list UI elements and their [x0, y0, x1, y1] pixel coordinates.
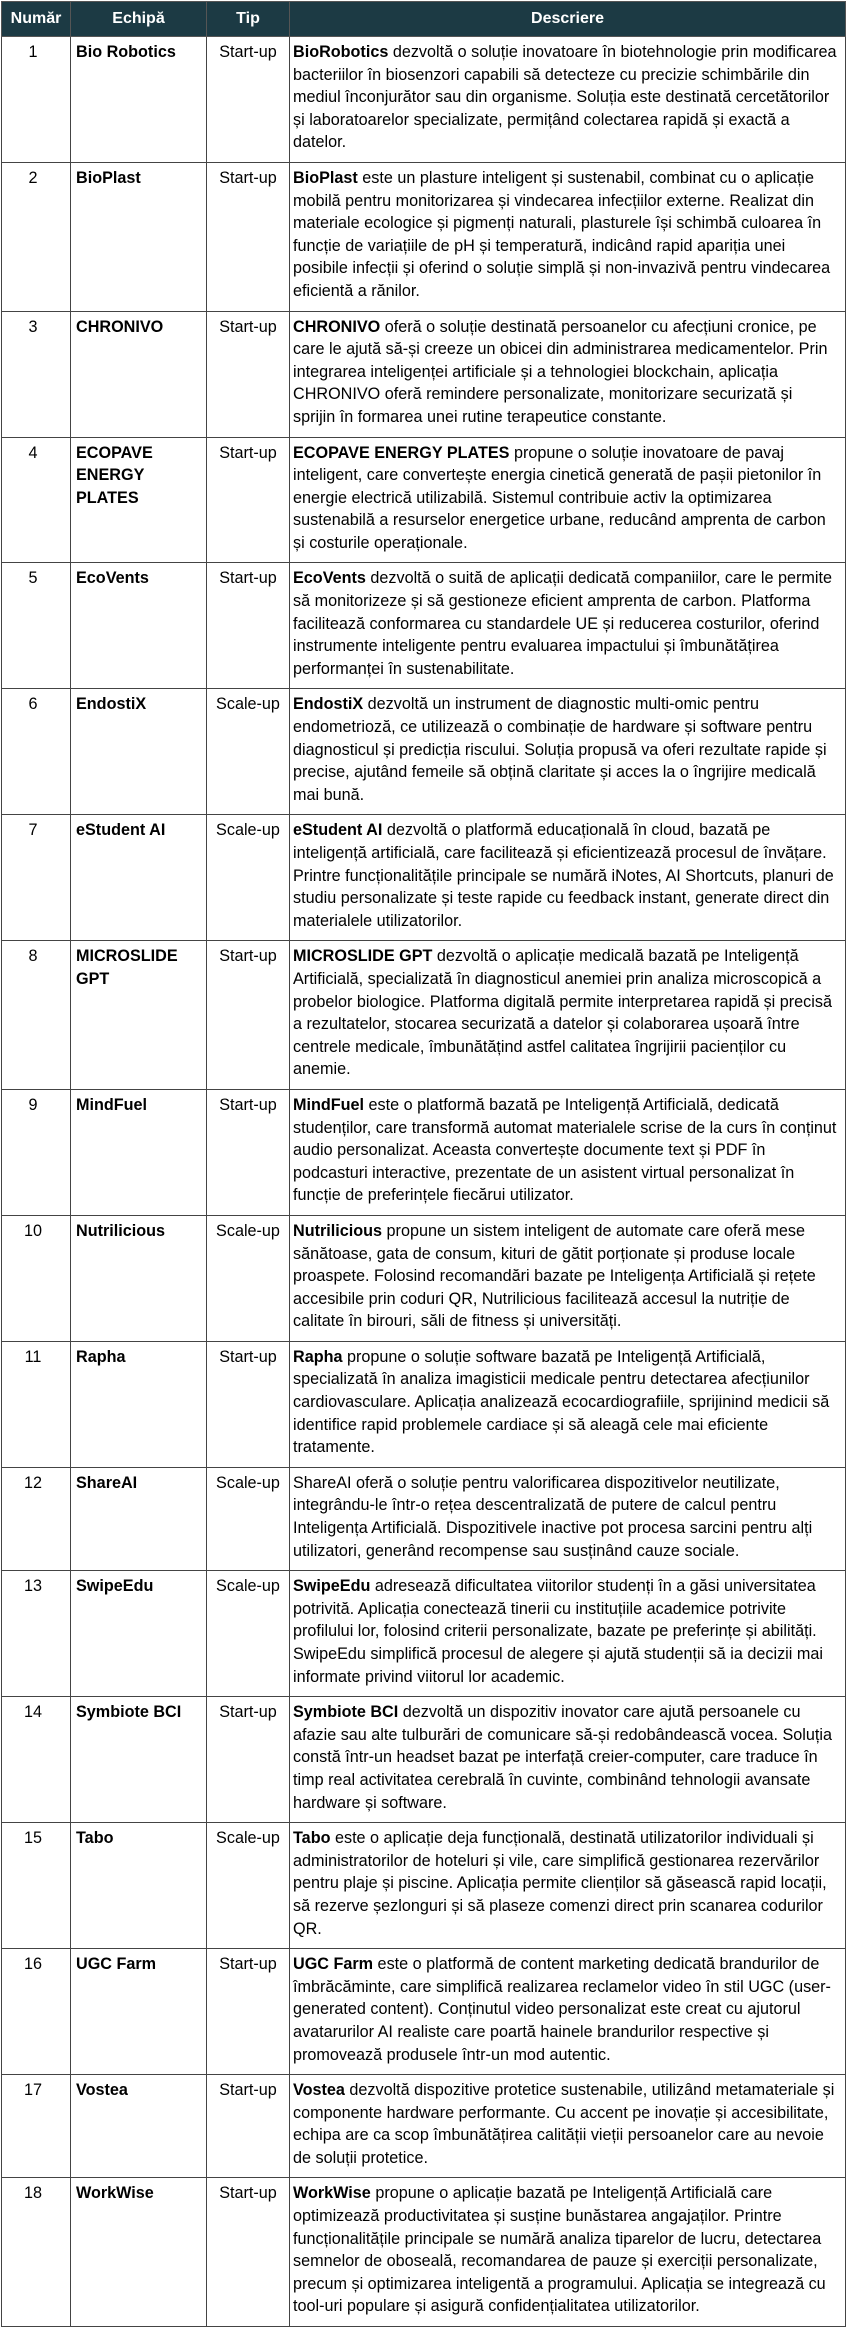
description-text: dezvoltă un instrument de diagnostic multi-omic pentru endometrioză, ce utilizează o combinație de hardware și software pentru diagnosticul și predicția riscului. Soluția propusă va oferi rezultate rapide și precise, ajutând femeile să obțină claritate și acces la o îngrijire medicală mai bună.: [293, 695, 827, 804]
row-number: 18: [2, 2178, 71, 2327]
description-text: dezvoltă o soluție inovatoare în biotehnologie prin modificarea bacteriilor în biosenzori capabili să detecteze cu precizie schimbările din mediul înconjurător sau din organisme. Soluția este destinată cercetătorilor și laboratoarelor specializate, permițând colectarea rapidă și exactă a datelor.: [293, 43, 837, 152]
team-description: [290, 1467, 846, 1570]
description-lead: eStudent AI: [293, 821, 383, 840]
company-type: Scale-up: [207, 1467, 290, 1570]
team-description: [290, 563, 846, 689]
team-name: eStudent AI: [71, 815, 207, 941]
company-type: Scale-up: [207, 1571, 290, 1697]
description-lead: Nutrilicious: [293, 1221, 383, 1240]
header-number: Număr: [2, 2, 71, 37]
description-lead: ECOPAVE ENERGY PLATES: [293, 443, 510, 462]
company-type: Scale-up: [207, 815, 290, 941]
header-team: Echipă: [71, 2, 207, 37]
team-description: [290, 162, 846, 311]
team-name: Symbiote BCI: [71, 1697, 207, 1823]
table-row: [2, 1215, 846, 1341]
table-row: [2, 311, 846, 437]
company-type: Start-up: [207, 2075, 290, 2178]
description-text: propune o soluție inovatoare de pavaj inteligent, care convertește energia cinetică generată de pașii pietonilor în energie electrică utilizabilă. Sistemul contribuie activ la optimizarea sustenabilă a resurselor energetice urbane, reducând amprenta de carbon și costurile operaționale.: [293, 443, 826, 552]
description-text: dezvoltă un dispozitiv inovator care ajută persoanele cu afazie sau alte tulburări de comunicare să-și redobândească vocea. Soluția constă într-un headset bazat pe interfață creier-computer, care traduce în timp real activitatea cerebrală în cuvinte, combinând tehnologii avansate hardware și software.: [293, 1703, 833, 1812]
table-row: [2, 1697, 846, 1823]
company-type: Start-up: [207, 311, 290, 437]
team-name: Nutrilicious: [71, 1215, 207, 1341]
description-lead: Symbiote BCI: [293, 1703, 399, 1722]
table-row: [2, 2075, 846, 2178]
team-description: [290, 689, 846, 815]
description-lead: Tabo: [293, 1829, 331, 1848]
table-row: [2, 1089, 846, 1215]
team-description: [290, 815, 846, 941]
table-row: [2, 1823, 846, 1949]
table-body: [2, 37, 846, 2327]
description-text: propune un sistem inteligent de automate care oferă mese sănătoase, gata de consum, kituri de gătit porționate și produse locale proaspete. Folosind recomandări bazate pe Inteligența Artificială și rețete accesibile prin coduri QR, Nutrilicious facilitează accesul la nutriție de calitate în birouri, săli de fitness și universități.: [293, 1221, 816, 1331]
table-row: [2, 1571, 846, 1697]
company-type: Start-up: [207, 563, 290, 689]
table-row: [2, 1949, 846, 2075]
team-description: [290, 1823, 846, 1949]
company-type: Start-up: [207, 1697, 290, 1823]
company-type: Start-up: [207, 1949, 290, 2075]
row-number: 4: [2, 437, 71, 563]
team-description: [290, 1089, 846, 1215]
team-name: ShareAI: [71, 1467, 207, 1570]
team-name: Rapha: [71, 1341, 207, 1467]
description-text: dezvoltă dispozitive protetice sustenabile, utilizând metamateriale și componente hardware performante. Cu accent pe inovație și accesibilitate, echipa are ca scop îmbunătățirea calității vieții persoanelor care au nevoie de soluții protetice.: [293, 2081, 835, 2167]
table-row: [2, 563, 846, 689]
row-number: 17: [2, 2075, 71, 2178]
description-lead: EndostiX: [293, 695, 364, 714]
description-text: este un plasture inteligent și sustenabil, combinat cu o aplicație mobilă pentru monitorizarea și vindecarea infecțiilor externe. Realizat din materiale ecologice și pigmenți naturali, plasturele își schimbă culoarea în funcție de variațiile de pH și temperatură, indicând rapid apariția unei posibile infecții și oferind o soluție simplă și non-invazivă pentru vindecarea eficientă a rănilor.: [293, 168, 831, 300]
company-type: Start-up: [207, 941, 290, 1090]
description-lead: Rapha: [293, 1347, 343, 1366]
company-type: Scale-up: [207, 1215, 290, 1341]
description-text: oferă o soluție destinată persoanelor cu afecțiuni cronice, pe care le ajută să-și creeze un obicei din administrarea medicamentelor. Prin integrarea inteligenței artificiale și a tehnologiei blockchain, aplicația CHRONIVO oferă remindere personalizate, monitorizare securizată și sprijin în formarea unei rutine terapeutice constante.: [293, 317, 828, 426]
row-number: 13: [2, 1571, 71, 1697]
team-description: [290, 941, 846, 1090]
row-number: 15: [2, 1823, 71, 1949]
description-lead: EcoVents: [293, 569, 366, 588]
row-number: 8: [2, 941, 71, 1090]
description-text: propune o soluție software bazată pe Inteligență Artificială, specializată în analiza imagisticii medicale pentru detectarea afecțiunilor cardiovasculare. Aplicația analizează ecocardiografiile, sprijinind medicii să identifice rapid problemele cardiace și să aleagă cele mai eficiente tratamente.: [293, 1347, 830, 1457]
team-name: Bio Robotics: [71, 37, 207, 163]
description-lead: BioRobotics: [293, 43, 389, 61]
team-description: [290, 1215, 846, 1341]
company-type: Start-up: [207, 1089, 290, 1215]
table-row: [2, 815, 846, 941]
description-lead: BioPlast: [293, 168, 358, 187]
team-name: EndostiX: [71, 689, 207, 815]
teams-table: [1, 1, 846, 2327]
team-name: WorkWise: [71, 2178, 207, 2327]
description-lead: UGC Farm: [293, 1955, 374, 1974]
table-row: [2, 1467, 846, 1570]
table-row: [2, 941, 846, 1090]
description-lead: MICROSLIDE GPT: [293, 947, 433, 966]
team-name: MindFuel: [71, 1089, 207, 1215]
row-number: 11: [2, 1341, 71, 1467]
team-description: [290, 1949, 846, 2075]
row-number: 10: [2, 1215, 71, 1341]
team-description: [290, 437, 846, 563]
team-description: [290, 2075, 846, 2178]
company-type: Start-up: [207, 2178, 290, 2327]
table-row: [2, 437, 846, 563]
team-name: SwipeEdu: [71, 1571, 207, 1697]
team-description: [290, 1571, 846, 1697]
table-row: [2, 2178, 846, 2327]
company-type: Scale-up: [207, 689, 290, 815]
row-number: 3: [2, 311, 71, 437]
team-description: [290, 1341, 846, 1467]
team-description: [290, 311, 846, 437]
team-name: Vostea: [71, 2075, 207, 2178]
description-text: dezvoltă o platformă educațională în cloud, bazată pe inteligență artificială, care facilitează și eficientizează procesul de învățare. Printre funcționalitățile principale se numără iNotes, AI Shortcuts, planuri de studiu personalizate și teste rapide cu feedback instant, generate direct din materialele utilizatorilor.: [293, 821, 834, 930]
team-name: Tabo: [71, 1823, 207, 1949]
company-type: Scale-up: [207, 1823, 290, 1949]
team-description: [290, 37, 846, 163]
team-name: CHRONIVO: [71, 311, 207, 437]
table-header: [2, 2, 846, 37]
description-text: dezvoltă o aplicație medicală bazată pe Inteligență Artificială, specializată în diagnosticul anemiei prin analiza microscopică a probelor biologice. Platforma digitală permite interpretarea rapidă și precisă a rezultatelor, stocarea securizată a datelor și colaborarea ușoară între centrele medicale, îmbunătățind astfel calitatea îngrijirii pacienților cu anemie.: [293, 947, 832, 1079]
table-row: [2, 689, 846, 815]
description-text: propune o aplicație bazată pe Inteligență Artificială care optimizează productivitatea și susține bunăstarea angajaților. Printre funcționalitățile principale se numără analiza tiparelor de lucru, detectarea semnelor de oboseală, recomandarea de pauze și exerciții personalizate, precum și optimizarea inteligentă a programului. Aplicația se integrează cu tool-uri populare și asigură confidențialitatea utilizatorilor.: [293, 2184, 826, 2316]
company-type: Start-up: [207, 37, 290, 163]
description-lead: CHRONIVO: [293, 317, 381, 336]
team-name: BioPlast: [71, 162, 207, 311]
team-name: ECOPAVE ENERGY PLATES: [71, 437, 207, 563]
row-number: 7: [2, 815, 71, 941]
description-text: dezvoltă o suită de aplicații dedicată companiilor, care le permite să monitorizeze și să gestioneze eficient amprenta de carbon. Platforma facilitează conformarea cu standardele UE și reducerea costurilor, oferind instrumente inteligente pentru evaluarea impactului și îmbunătățirea performanței în sustenabilitate.: [293, 569, 832, 678]
company-type: Start-up: [207, 162, 290, 311]
team-description: [290, 2178, 846, 2327]
team-name: MICROSLIDE GPT: [71, 941, 207, 1090]
row-number: 1: [2, 37, 71, 163]
description-lead: MindFuel: [293, 1095, 365, 1114]
row-number: 5: [2, 563, 71, 689]
teams-table-container: [1, 1, 845, 2327]
header-description: Descriere: [290, 2, 846, 37]
table-row: [2, 37, 846, 163]
description-text: adresează dificultatea viitorilor studenți în a găsi universitatea potrivită. Aplicația conectează tinerii cu instituțiile academice potrivite profilului lor, folosind criterii personalizate, bazate pe preferințe și abilități. SwipeEdu simplifică procesul de alegere și ajută studenții să ia decizii mai informate privind viitorul lor academic.: [293, 1577, 823, 1686]
company-type: Start-up: [207, 437, 290, 563]
company-type: Start-up: [207, 1341, 290, 1467]
description-text: ShareAI oferă o soluție pentru valorificarea dispozitivelor neutilizate, integrându-le într-o rețea descentralizată de putere de calcul pentru Inteligența Artificială. Dispozitivele inactive pot procesa sarcini pentru alți utilizatori, generând recompense sau susținând cauze sociale.: [293, 1473, 813, 1560]
row-number: 6: [2, 689, 71, 815]
description-text: este o platformă bazată pe Inteligență Artificială, dedicată studenților, care transformă automat materialele scrise de la curs în conținut audio personalizat. Aceasta convertește documente text și PDF în podcasturi interactive, prezentate de un asistent virtual personalizat în funcție de preferințele fiecărui utilizator.: [293, 1095, 837, 1205]
row-number: 9: [2, 1089, 71, 1215]
team-name: EcoVents: [71, 563, 207, 689]
description-lead: WorkWise: [293, 2184, 371, 2203]
team-name: UGC Farm: [71, 1949, 207, 2075]
row-number: 16: [2, 1949, 71, 2075]
description-lead: Vostea: [293, 2081, 345, 2100]
header-row: [2, 2, 846, 37]
header-type: Tip: [207, 2, 290, 37]
description-lead: SwipeEdu: [293, 1577, 371, 1596]
description-text: este o aplicație deja funcțională, destinată utilizatorilor individuali și administratorilor de hoteluri și vile, care simplifică gestionarea rezervărilor pentru plaje și piscine. Aplicația permite clienților să găsească rapid locații, să rezerve șezlonguri și să plaseze comenzi direct prin scanarea codurilor QR.: [293, 1829, 827, 1938]
row-number: 12: [2, 1467, 71, 1570]
description-text: este o platformă de content marketing dedicată brandurilor de îmbrăcăminte, care simplifică realizarea reclamelor video în stil UGC (user-generated content). Conținutul video personalizat este creat cu ajutorul avatarurilor AI realiste care poartă hainele brandurilor respective și promovează produsele într-un mod autentic.: [293, 1955, 831, 2064]
row-number: 14: [2, 1697, 71, 1823]
row-number: 2: [2, 162, 71, 311]
team-description: [290, 1697, 846, 1823]
table-row: [2, 162, 846, 311]
table-row: [2, 1341, 846, 1467]
